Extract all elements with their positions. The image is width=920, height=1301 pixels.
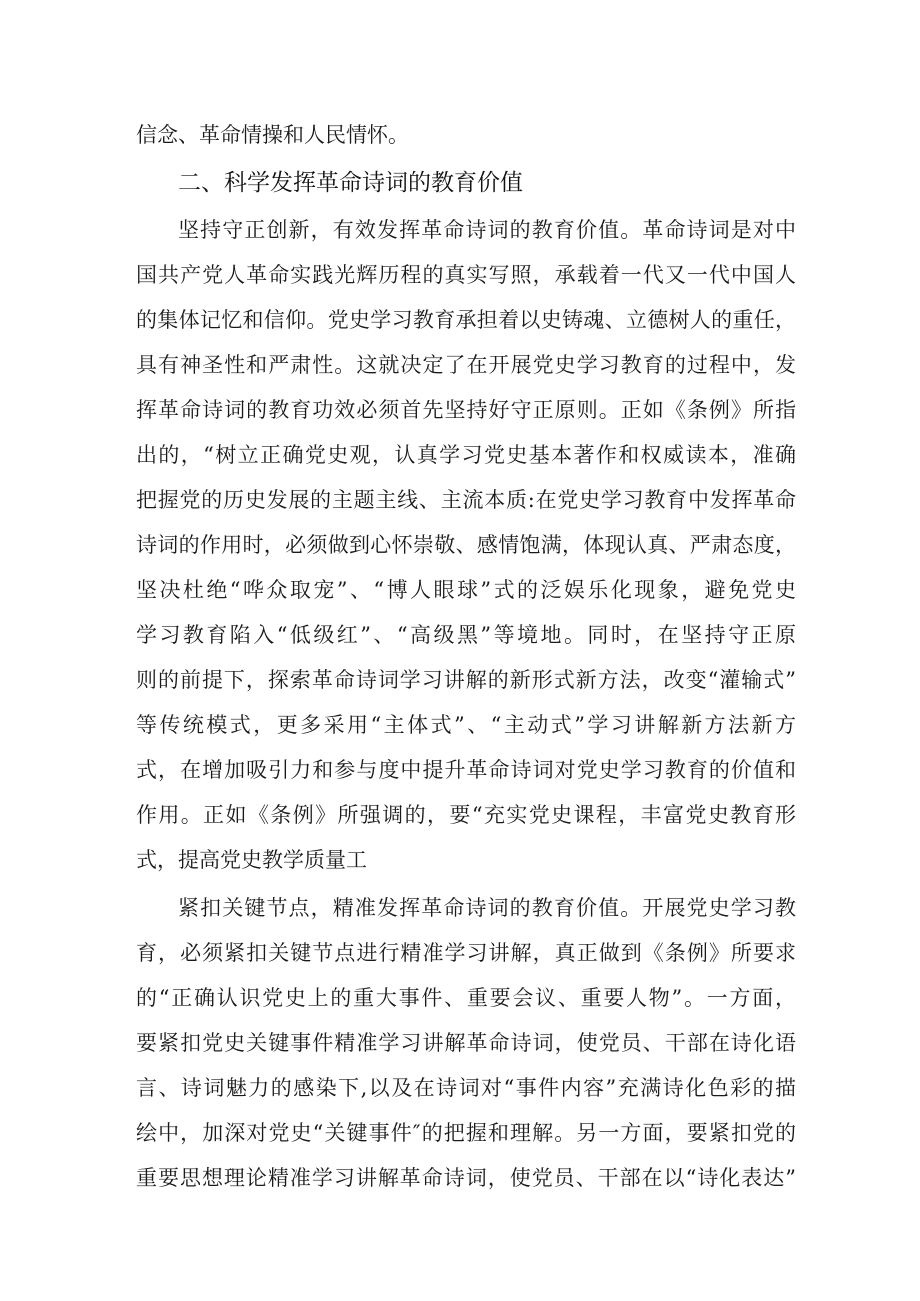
section-heading: 二、科学发挥革命诗词的教育价值 [178,170,523,196]
paragraph1-line: 诗词的作用时，必须做到心怀崇敬、感情饱满，体现认真、严肃态度， [136,533,796,557]
paragraph1-line: 作用。正如《条例》所强调的，要“充实党史课程，丰富党史教育形 [136,803,796,827]
paragraph1-line: 国共产党人革命实践光辉历程的真实写照，承载着一代又一代中国人 [136,263,796,287]
paragraph1-line: 具有神圣性和严肃性。这就决定了在开展党史学习教育的过程中，发 [136,353,796,377]
paragraph2-line: 要紧扣党史关键事件精准学习讲解革命诗词，使党员、干部在诗化语 [136,1031,796,1055]
paragraph1-line: 出的，“树立正确党史观，认真学习党史基本著作和权威读本，准确 [136,443,796,467]
paragraph1-line: 的集体记忆和信仰。党史学习教育承担着以史铸魂、立德树人的重任， [136,308,796,332]
paragraph2-line: 绘中，加深对党史“关键事件″的把握和理解。另一方面，要紧扣党的 [136,1121,796,1145]
paragraph1-line: 等传统模式，更多采用“主体式”、“主动式”学习讲解新方法新方 [136,713,796,737]
paragraph1-line: 则的前提下，探索革命诗词学习讲解的新形式新方法，改变“灌输式” [136,668,796,692]
paragraph2-line: 的“正确认识党史上的重大事件、重要会议、重要人物”。一方面， [136,986,796,1010]
paragraph2-line: 紧扣关键节点，精准发挥革命诗词的教育价值。开展党史学习教 [178,896,796,920]
paragraph1-line: 学习教育陷入“低级红”、“高级黑”等境地。同时，在坚持守正原 [136,623,796,647]
paragraph1-line: 挥革命诗词的教育功效必须首先坚持好守正原则。正如《条例》所指 [136,398,796,422]
intro-line: 信念、革命情操和人民情怀。 [136,123,409,147]
paragraph1-line: 坚持守正创新，有效发挥革命诗词的教育价值。革命诗词是对中 [178,218,796,242]
paragraph1-line: 把握党的历史发展的主题主线、主流本质:在党史学习教育中发挥革命 [136,488,796,512]
paragraph1-line: 式，在增加吸引力和参与度中提升革命诗词对党史学习教育的价值和 [136,758,796,782]
paragraph2-line: 重要思想理论精准学习讲解革命诗词，使党员、干部在以“诗化表达” [136,1166,796,1190]
paragraph1-line: 坚决杜绝“哗众取宠”、“博人眼球”式的泛娱乐化现象，避免党史 [136,578,796,602]
paragraph2-line: 言、诗词魅力的感染下,以及在诗词对“事件内容”充满诗化色彩的描 [136,1076,796,1100]
paragraph2-line: 育，必须紧扣关键节点进行精准学习讲解，真正做到《条例》所要求 [136,941,796,965]
paragraph1-line: 式，提高党史教学质量工 [136,848,367,872]
